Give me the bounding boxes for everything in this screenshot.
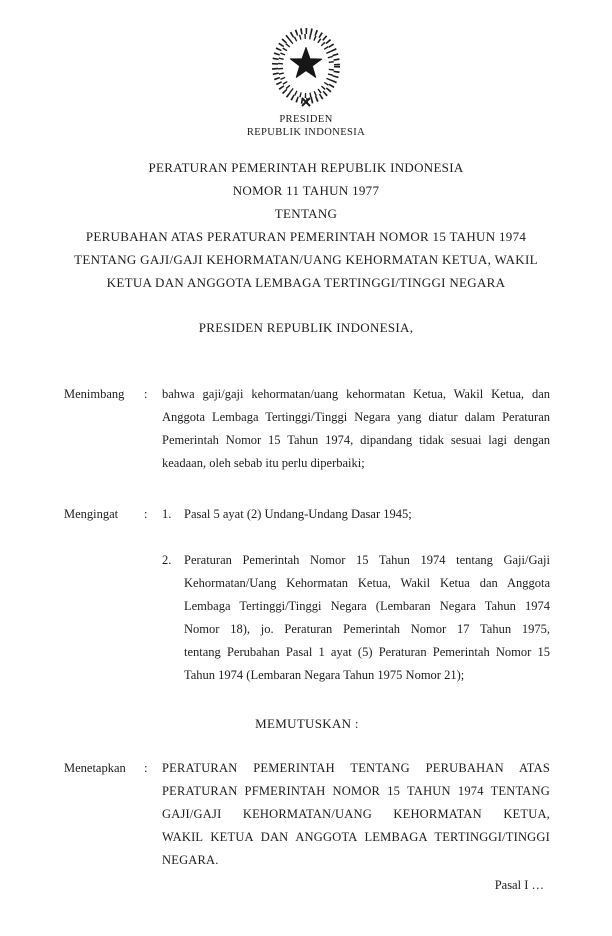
menetapkan-text: PERATURAN PEMERINTAH TENTANG PERUBAHAN ATAS PERATURAN PFMERINTAH NOMOR 15 TAHUN 1974 TENTANG GAJI/GAJI KEHORMATAN/UANG KEHORMATAN KETUA, WAKIL KETUA DAN ANGGOTA LEMBAGA TERTINGGI/TINGGI NEGARA. <box>162 761 550 867</box>
item-2-number: 2. <box>162 553 172 567</box>
mengingat-colon: : <box>144 507 148 521</box>
menimbang-label: Menimbang <box>64 387 125 401</box>
menetapkan-colon: : <box>144 761 148 775</box>
menetapkan-label: Menetapkan <box>64 761 126 775</box>
mengingat-label: Mengingat <box>64 507 119 521</box>
memutuskan-heading: MEMUTUSKAN : <box>255 716 359 731</box>
org-line-presiden: PRESIDEN <box>279 114 333 125</box>
star-wreath-emblem-icon <box>269 28 343 108</box>
presidential-emblem <box>0 28 612 108</box>
item-2-text: Peraturan Pemerintah Nomor 15 Tahun 1974 tentang Gaji/Gaji Kehormatan/Uang Kehormatan Ketua, Wakil Ketua dan Anggota Lembaga Tertinggi/Tinggi Negara (Lembaran Negara Tahun 1974 Nomor 18), jo. Peraturan Pemerintah Nomor 17 Tahun 1975, tentang Perubahan Pasal 1 ayat (5) Peraturan Pemerintah Nomor 15 Tahun 1974 (Lembaran Negara Tahun 1975 Nomor 21); <box>184 553 550 682</box>
mengingat-item-2 <box>162 549 550 687</box>
mengingat-item-1 <box>162 503 550 526</box>
item-1-number: 1. <box>162 507 172 521</box>
clause-mengingat <box>64 503 550 687</box>
menimbang-text: bahwa gaji/gaji kehormatan/uang kehormatan Ketua, Wakil Ketua, dan Anggota Lembaga Tertinggi/Tinggi Negara yang diatur dalam Peraturan Pemerintah Nomor 15 Tahun 1974, dipandang tidak sesuai lagi dengan keadaan, oleh sebab itu perlu diperbaiki; <box>162 387 550 470</box>
item-1-text: Pasal 5 ayat (2) Undang-Undang Dasar 1945; <box>184 507 412 521</box>
org-name <box>0 114 612 139</box>
clause-menimbang <box>64 383 550 475</box>
clause-menetapkan <box>64 757 550 872</box>
document-title: PERATURAN PEMERINTAH REPUBLIK INDONESIA NOMOR 11 TAHUN 1977 TENTANG PERUBAHAN ATAS PERATURAN PEMERINTAH NOMOR 15 TAHUN 1974 TENTANG GAJI/GAJI KEHORMATAN/UANG KEHORMATAN KETUA, WAKIL KETUA DAN ANGGOTA LEMBAGA TERTINGGI/TINGGI NEGARA <box>74 160 538 290</box>
org-line-republik: REPUBLIK INDONESIA <box>246 126 366 138</box>
mengingat-items <box>162 503 550 687</box>
salutation: PRESIDEN REPUBLIK INDONESIA, <box>198 320 414 335</box>
menimbang-colon: : <box>144 387 148 401</box>
clauses-body <box>0 383 612 897</box>
page-continuation-marker: Pasal I … <box>494 878 544 892</box>
